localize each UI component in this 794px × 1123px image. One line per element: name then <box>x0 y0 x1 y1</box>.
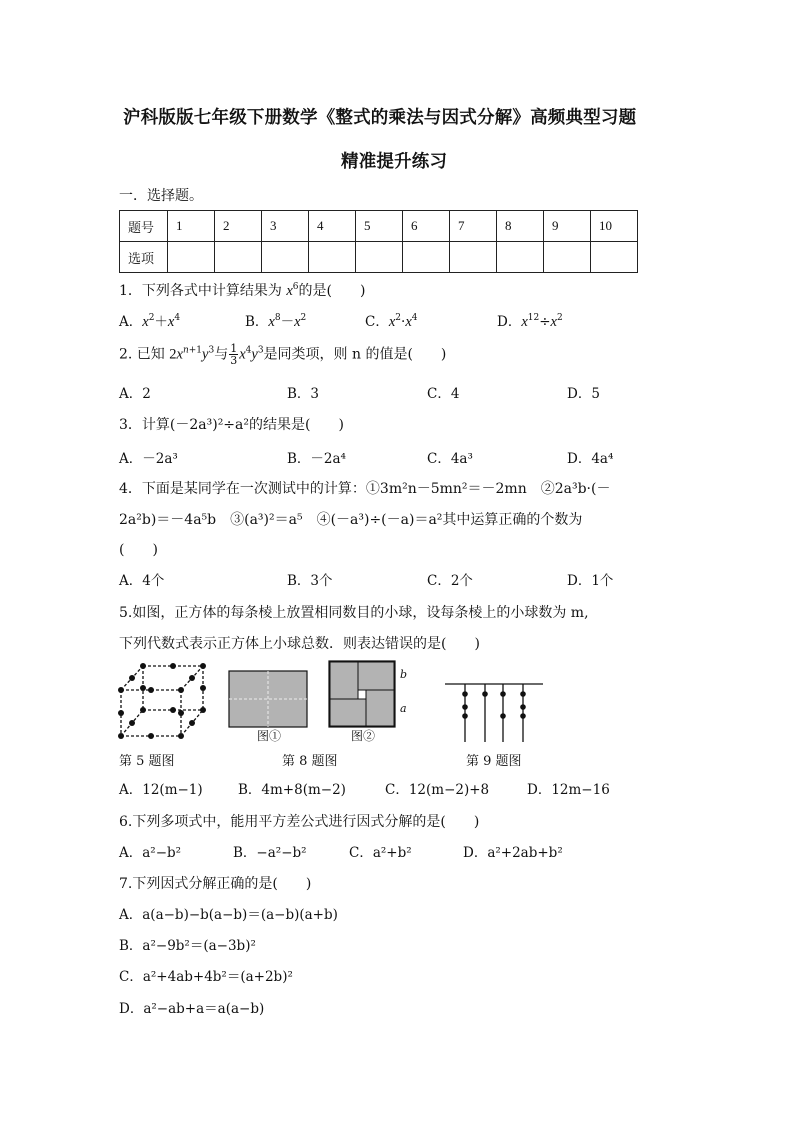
q4-option-d[interactable]: D．1个 <box>567 573 614 589</box>
q4-option-a[interactable]: A．4个 <box>119 573 165 589</box>
fig8-sub2-label: 图② <box>351 729 376 743</box>
q1-option-a[interactable]: A．$x^2+x^4$ <box>119 313 181 330</box>
q1-option-c[interactable]: C．$x^2\cdot x^4$ <box>365 313 418 330</box>
fig8-label-a: a <box>400 702 407 715</box>
table-row <box>120 242 638 273</box>
question-4-line1: 4．下面是某同学在一次测试中的计算：①3m²n－5mn²＝－2mn ②2a³b·(－ <box>119 481 611 497</box>
q2-option-b[interactable]: B．3 <box>287 386 320 402</box>
section-heading: 一．选择题。 <box>119 188 203 204</box>
q2-option-c[interactable]: C．4 <box>427 386 460 402</box>
q7-option-a[interactable]: A．a(a−b)−b(a−b)＝(a−b)(a+b) <box>119 907 338 923</box>
question-5-line2: 下列代数式表示正方体上小球总数．则表达错误的是( ) <box>119 636 480 652</box>
answer-cell[interactable] <box>403 242 450 273</box>
q2-option-a[interactable]: A．2 <box>119 386 151 402</box>
question-2: 2. 已知 $2x^{n+1}y^3$与 $\frac{1}{3}$ $x^4y^3$是同类项，则 n 的值是( ) <box>119 342 447 367</box>
q4-option-b[interactable]: B．3个 <box>287 573 333 589</box>
fig9-caption: 第 9 题图 <box>466 754 522 769</box>
table-cell: 2 <box>215 211 262 242</box>
table-row <box>120 211 638 242</box>
fig8-caption: 第 8 题图 <box>282 754 338 769</box>
table-header-number: 题号 <box>120 211 168 242</box>
table-cell: 7 <box>450 211 497 242</box>
q6-option-b[interactable]: B．−a²−b² <box>233 845 307 861</box>
question-1: 1．下列各式中计算结果为 $x^6$的是( ) <box>119 282 366 299</box>
q1-option-b[interactable]: B．$x^8-x^2$ <box>245 313 307 330</box>
q6-option-d[interactable]: D．a²+2ab+b² <box>463 845 563 861</box>
table-cell: 8 <box>497 211 544 242</box>
table-cell: 10 <box>591 211 638 242</box>
q7-option-b[interactable]: B．a²−9b²＝(a−3b)² <box>119 938 256 954</box>
table-cell: 9 <box>544 211 591 242</box>
q3-option-b[interactable]: B．－2a⁴ <box>287 451 346 467</box>
q5-option-a[interactable]: A．12(m−1) <box>119 782 203 798</box>
q4-option-c[interactable]: C．2个 <box>427 573 473 589</box>
cube-figure <box>115 660 215 742</box>
q3-option-d[interactable]: D．4a⁴ <box>567 451 614 467</box>
q5-option-d[interactable]: D．12m−16 <box>527 782 610 798</box>
question-3: 3．计算(－2a³)²÷a²的结果是( ) <box>119 417 344 433</box>
q2-option-d[interactable]: D．5 <box>567 386 600 402</box>
fig8-sub1-label: 图① <box>257 729 282 743</box>
table-cell: 3 <box>262 211 309 242</box>
answer-cell[interactable] <box>591 242 638 273</box>
question-4-line3: ( ) <box>119 542 158 558</box>
answer-cell[interactable] <box>309 242 356 273</box>
question-4-line2: 2a²b)＝－4a⁵b ③(a³)²＝a⁵ ④(－a³)÷(－a)＝a²其中运算正确的个数为 <box>119 512 583 528</box>
fig8-square-diagram <box>328 660 396 728</box>
table-cell: 5 <box>356 211 403 242</box>
table-cell: 6 <box>403 211 450 242</box>
answer-cell[interactable] <box>497 242 544 273</box>
question-5-line1: 5.如图，正方体的每条棱上放置相同数目的小球，设每条棱上的小球数为 m, <box>119 605 589 621</box>
question-6: 6.下列多项式中，能用平方差公式进行因式分解的是( ) <box>119 814 480 830</box>
q6-option-c[interactable]: C．a²+b² <box>349 845 412 861</box>
answer-cell[interactable] <box>262 242 309 273</box>
q3-option-c[interactable]: C．4a³ <box>427 451 473 467</box>
page-title-line1: 沪科版版七年级下册数学《整式的乘法与因式分解》高频典型习题 <box>123 108 637 128</box>
q7-option-d[interactable]: D．a²−ab+a＝a(a−b) <box>119 1001 265 1017</box>
table-cell: 1 <box>168 211 215 242</box>
answer-table <box>119 210 638 273</box>
abacus-figure <box>445 680 543 742</box>
q5-option-c[interactable]: C．12(m−2)+8 <box>385 782 490 798</box>
answer-cell[interactable] <box>168 242 215 273</box>
table-cell: 4 <box>309 211 356 242</box>
page-title-line2: 精准提升练习 <box>341 152 448 172</box>
q7-option-c[interactable]: C．a²+4ab+4b²＝(a+2b)² <box>119 969 293 985</box>
q6-option-a[interactable]: A．a²−b² <box>119 845 182 861</box>
question-7: 7.下列因式分解正确的是( ) <box>119 876 312 892</box>
answer-cell[interactable] <box>215 242 262 273</box>
q5-option-b[interactable]: B．4m+8(m−2) <box>238 782 346 798</box>
table-header-answer: 选项 <box>120 242 168 273</box>
fig5-caption: 第 5 题图 <box>119 754 175 769</box>
fig8-rectangle-diagram <box>228 670 308 728</box>
fig8-label-b: b <box>400 668 408 681</box>
answer-cell[interactable] <box>450 242 497 273</box>
q1-option-d[interactable]: D．$x^{12}\div x^2$ <box>497 313 563 330</box>
answer-cell[interactable] <box>544 242 591 273</box>
q3-option-a[interactable]: A．－2a³ <box>119 451 178 467</box>
answer-cell[interactable] <box>356 242 403 273</box>
